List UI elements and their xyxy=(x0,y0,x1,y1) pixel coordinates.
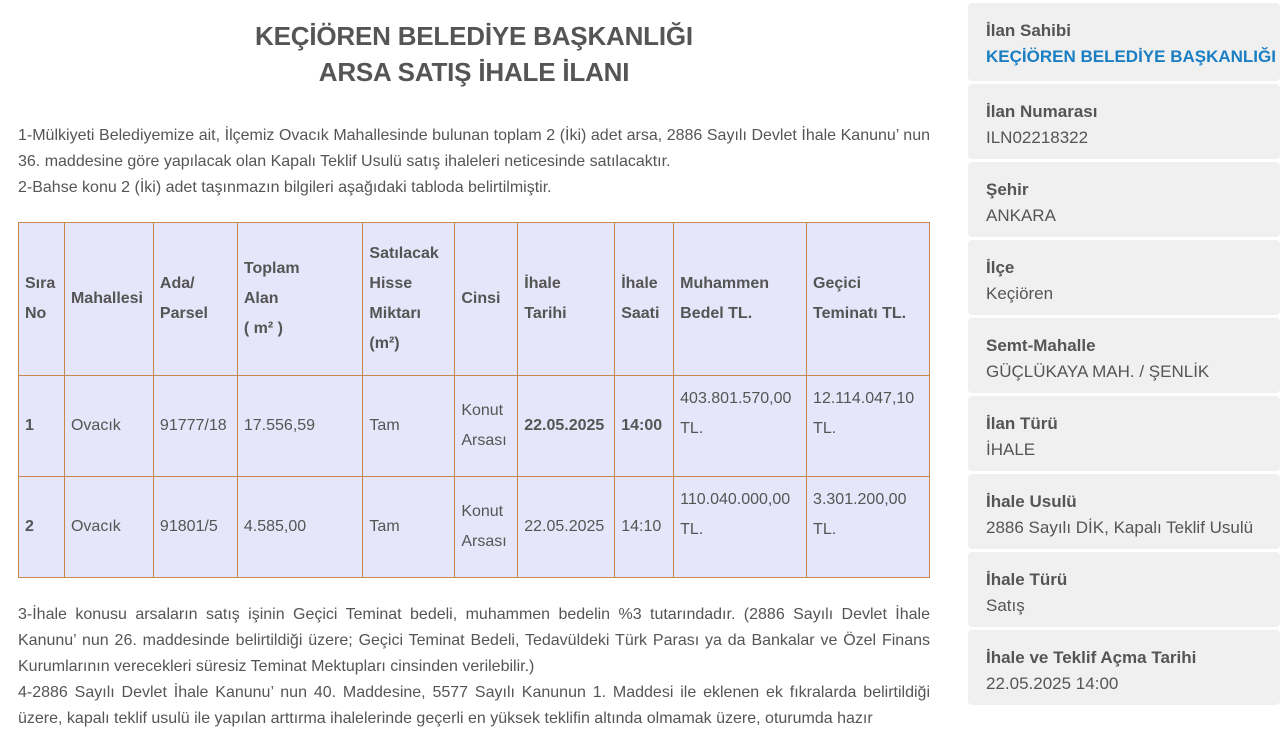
cell-mahalle: Ovacık xyxy=(64,376,153,477)
cell-cinsi: Konut Arsası xyxy=(455,376,518,477)
intro-text xyxy=(18,123,930,201)
detail-value: ANKARA xyxy=(986,206,1056,225)
table-row xyxy=(19,477,930,578)
header-mahallesi: Mahallesi xyxy=(64,223,153,376)
detail-card-ilce xyxy=(968,240,1280,315)
announcement-content xyxy=(18,0,930,727)
detail-card-semt-mahalle xyxy=(968,318,1280,393)
header-hisse-miktari: Satılacak Hisse Miktarı (m²) xyxy=(363,223,455,376)
detail-label: İhale ve Teklif Açma Tarihi xyxy=(986,648,1197,667)
detail-label: Semt-Mahalle xyxy=(986,336,1096,355)
detail-card-ihale-turu xyxy=(968,552,1280,627)
detail-value: 22.05.2025 14:00 xyxy=(986,674,1119,693)
cell-tarih: 22.05.2025 xyxy=(518,477,615,578)
detail-label: İhale Türü xyxy=(986,570,1068,589)
conditions-text xyxy=(18,602,930,732)
header-ihale-tarihi: İhale Tarihi xyxy=(518,223,615,376)
header-toplam-alan: Toplam Alan ( m² ) xyxy=(237,223,363,376)
title-line-2: ARSA SATIŞ İHALE İLANI xyxy=(318,57,630,87)
cell-bedel: 403.801.570,00 TL. xyxy=(674,376,807,477)
detail-card-ilan-sahibi xyxy=(968,3,1280,81)
cell-cinsi: Konut Arsası xyxy=(455,477,518,578)
detail-card-ilan-numarasi xyxy=(968,84,1280,159)
detail-label: İlan Türü xyxy=(986,414,1058,433)
detail-value: GÜÇLÜKAYA MAH. / ŞENLİK xyxy=(986,362,1210,381)
header-ada-parsel: Ada/ Parsel xyxy=(153,223,237,376)
cell-teminat: 3.301.200,00 TL. xyxy=(807,477,930,578)
detail-label: İlçe xyxy=(986,258,1015,277)
table-header-row xyxy=(19,223,930,376)
detail-card-sehir xyxy=(968,162,1280,237)
cell-parsel: 91777/18 xyxy=(153,376,237,477)
paragraph-4: 4-2886 Sayılı Devlet İhale Kanunu’ nun 40. Maddesine, 5577 Sayılı Kanunun 1. Maddesi ile eklenen ek fıkralarda belirtildiği üzere, kapalı teklif usulü ile yapılan arttırma ihalelerinde geçerli en yüksek teklifin altında olmamak üzere, oturumda hazır xyxy=(18,684,930,727)
paragraph-3: 3-İhale konusu arsaların satış işinin Geçici Teminat bedeli, muhammen bedelin %3 tutarındadır. (2886 Sayılı Devlet İhale Kanunu’ nun 26. maddesinde belirtildiği üzere; Geçici Teminat Bedeli, Tedavüldeki Türk Parası ya da Bankalar ve Özel Finans Kurumlarının verecekleri süresiz Teminat Mektupları cinsinden verilebilir.) xyxy=(18,606,930,675)
cell-alan: 17.556,59 xyxy=(237,376,363,477)
detail-label: İlan Sahibi xyxy=(986,21,1072,40)
cell-teminat: 12.114.047,10 TL. xyxy=(807,376,930,477)
header-gecici-teminat: Geçici Teminatı TL. xyxy=(807,223,930,376)
detail-value: ILN02218322 xyxy=(986,128,1089,147)
cell-no: 1 xyxy=(19,376,65,477)
land-table xyxy=(18,222,930,578)
detail-value: 2886 Sayılı DİK, Kapalı Teklif Usulü xyxy=(986,518,1254,537)
header-cinsi: Cinsi xyxy=(455,223,518,376)
detail-label: Şehir xyxy=(986,180,1029,199)
detail-label: İlan Numarası xyxy=(986,102,1098,121)
detail-card-ihale-tarihi xyxy=(968,630,1280,705)
detail-value: Satış xyxy=(986,596,1025,615)
detail-label: İhale Usulü xyxy=(986,492,1077,511)
detail-card-ihale-usulu xyxy=(968,474,1280,549)
cell-mahalle: Ovacık xyxy=(64,477,153,578)
header-sira-no: Sıra No xyxy=(19,223,65,376)
title-line-1: KEÇİÖREN BELEDİYE BAŞKANLIĞI xyxy=(255,21,693,51)
cell-alan: 4.585,00 xyxy=(237,477,363,578)
owner-link[interactable]: KEÇİÖREN BELEDİYE BAŞKANLIĞI xyxy=(986,47,1276,66)
header-ihale-saati: İhale Saati xyxy=(615,223,674,376)
cell-saat: 14:00 xyxy=(615,376,674,477)
cell-bedel: 110.040.000,00 TL. xyxy=(674,477,807,578)
page-title xyxy=(18,18,930,90)
detail-value: Keçiören xyxy=(986,284,1054,303)
cell-parsel: 91801/5 xyxy=(153,477,237,578)
cell-no: 2 xyxy=(19,477,65,578)
detail-card-ilan-turu xyxy=(968,396,1280,471)
header-muhammen-bedel: Muhammen Bedel TL. xyxy=(674,223,807,376)
detail-value: İHALE xyxy=(986,440,1036,459)
listing-details-sidebar xyxy=(968,0,1280,708)
table-row xyxy=(19,376,930,477)
cell-tarih: 22.05.2025 xyxy=(518,376,615,477)
cell-hisse: Tam xyxy=(363,376,455,477)
cell-hisse: Tam xyxy=(363,477,455,578)
paragraph-1: 1-Mülkiyeti Belediyemize ait, İlçemiz Ovacık Mahallesinde bulunan toplam 2 (İki) adet arsa, 2886 Sayılı Devlet İhale Kanunu’ nun 36. maddesine göre yapılacak olan Kapalı Teklif Usulü satış ihaleleri neticesinde satılacaktır. xyxy=(18,127,930,170)
paragraph-2: 2-Bahse konu 2 (İki) adet taşınmazın bilgileri aşağıdaki tabloda belirtilmiştir. xyxy=(18,179,552,196)
cell-saat: 14:10 xyxy=(615,477,674,578)
